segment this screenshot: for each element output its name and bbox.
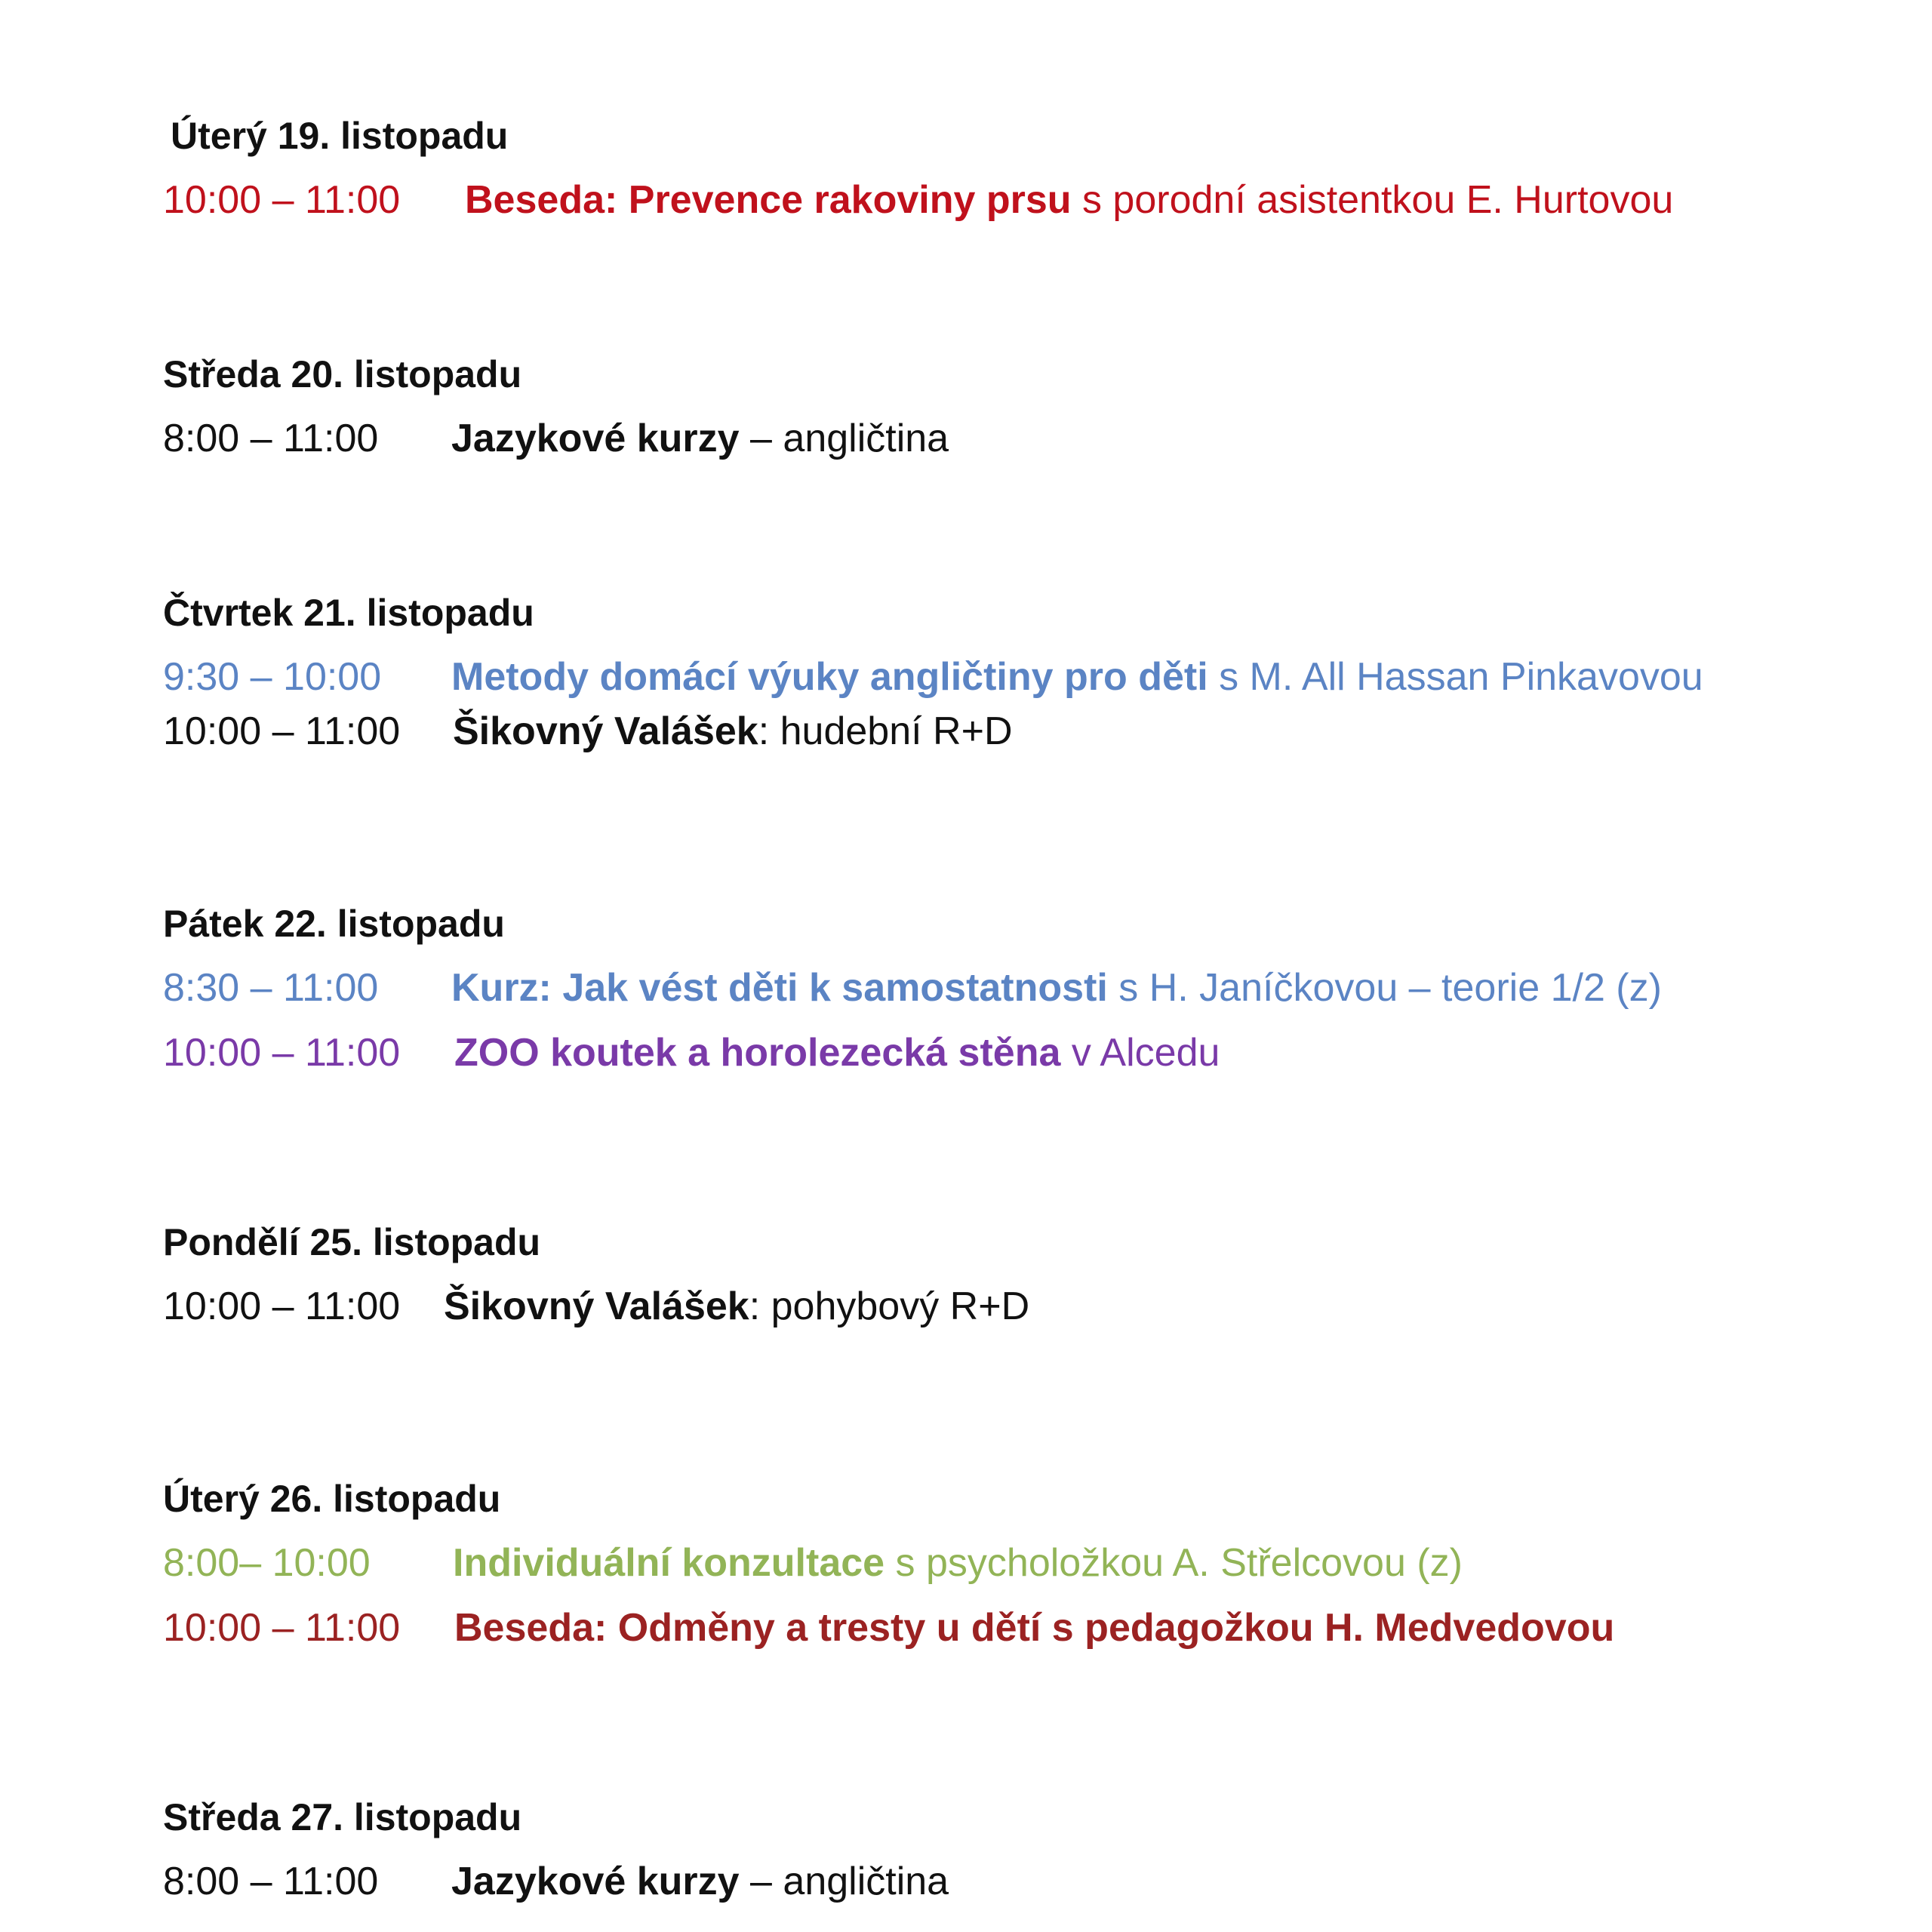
event-row: [163, 177, 1861, 223]
event-description: [451, 415, 949, 462]
event-detail: : hudební R+D: [758, 709, 1013, 753]
event-description: [454, 1029, 1220, 1076]
day-heading: Úterý 26. listopadu: [163, 1478, 501, 1520]
event-description: [465, 177, 1673, 223]
event-detail: s porodní asistentkou E. Hurtovou: [1071, 178, 1674, 222]
day-section: [163, 901, 1854, 1076]
event-time: 8:00– 10:00: [163, 1541, 371, 1585]
event-description: [453, 1540, 1463, 1586]
day-section: [163, 352, 1854, 462]
event-title: Jazykové kurzy: [451, 417, 740, 460]
event-detail: s H. Janíčkovou – teorie 1/2 (z): [1107, 966, 1662, 1010]
day-heading: Středa 27. listopadu: [163, 1796, 522, 1838]
event-time: 10:00 – 11:00: [163, 1284, 401, 1328]
event-time: 8:00 – 11:00: [163, 1860, 379, 1903]
day-section: [163, 1476, 1854, 1651]
event-time: 10:00 – 11:00: [163, 178, 401, 222]
event-time: 10:00 – 11:00: [163, 709, 401, 753]
event-title: Jazykové kurzy: [451, 1860, 740, 1903]
event-time: 10:00 – 11:00: [163, 1031, 401, 1075]
event-title: Beseda: Odměny a tresty u dětí s pedagožkou H. Medvedovou: [454, 1606, 1615, 1650]
event-title: Šikovný Valášek: [453, 709, 758, 753]
event-description: [451, 964, 1662, 1011]
day-heading: Pátek 22. listopadu: [163, 903, 505, 945]
day-section: [163, 1220, 1854, 1330]
event-title: Šikovný Valášek: [444, 1284, 749, 1328]
event-row: [163, 964, 1854, 1011]
event-description: [454, 1604, 1614, 1651]
event-time: 8:00 – 11:00: [163, 417, 379, 460]
event-title: Beseda: Prevence rakoviny prsu: [465, 178, 1072, 222]
event-detail: s psycholožkou A. Střelcovou (z): [884, 1541, 1463, 1585]
event-time: 9:30 – 10:00: [163, 655, 382, 699]
event-description: [444, 1283, 1029, 1330]
event-row: [163, 1604, 1854, 1651]
event-detail: – angličtina: [739, 1860, 949, 1903]
event-row: [163, 1858, 1854, 1905]
event-description: [453, 708, 1013, 755]
event-row: [163, 708, 1854, 755]
day-heading: Úterý 19. listopadu: [171, 115, 509, 157]
day-section: [163, 1795, 1854, 1905]
event-detail: : pohybový R+D: [749, 1284, 1030, 1328]
event-row: [163, 1029, 1854, 1076]
day-section: [163, 590, 1854, 755]
event-title: ZOO koutek a horolezecká stěna: [454, 1031, 1061, 1075]
event-row: [163, 1283, 1854, 1330]
event-time: 8:30 – 11:00: [163, 966, 379, 1010]
event-description: [451, 1858, 949, 1905]
event-row: [163, 1540, 1854, 1586]
event-time: 10:00 – 11:00: [163, 1606, 401, 1650]
event-detail: v Alcedu: [1060, 1031, 1220, 1075]
day-heading: Čtvrtek 21. listopadu: [163, 592, 534, 634]
day-heading: Pondělí 25. listopadu: [163, 1221, 541, 1263]
event-row: [163, 654, 1854, 700]
event-title: Kurz: Jak vést děti k samostatnosti: [451, 966, 1108, 1010]
event-detail: s M. All Hassan Pinkavovou: [1208, 655, 1703, 699]
event-title: Individuální konzultace: [453, 1541, 885, 1585]
event-detail: – angličtina: [739, 417, 949, 460]
event-title: Metody domácí výuky angličtiny pro děti: [451, 655, 1208, 699]
day-heading: Středa 20. listopadu: [163, 353, 522, 395]
day-section: [163, 113, 1861, 223]
event-description: [451, 654, 1703, 700]
event-row: [163, 415, 1854, 462]
